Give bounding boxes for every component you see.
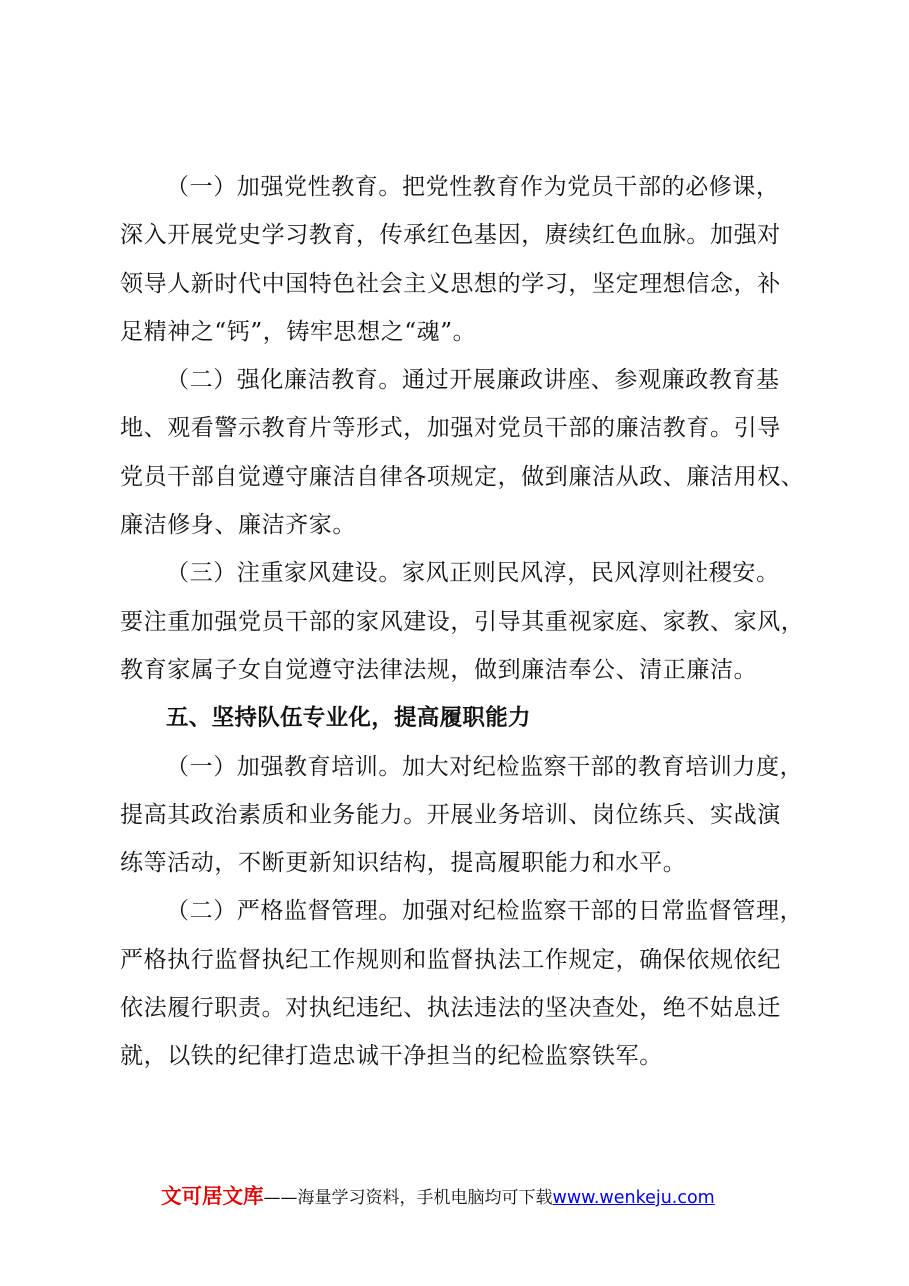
text-line: 就，以铁的纪律打造忠诚干净担当的纪检监察铁军。 — [120, 1043, 663, 1070]
text-line: （二）严格监督管理。加强对纪检监察干部的日常监督管理， — [166, 898, 804, 925]
text-line: （三）注重家风建设。家风正则民风淳，民风淳则社稷安。 — [166, 560, 780, 587]
footer-banner — [161, 1180, 715, 1214]
text-line: 提高其政治素质和业务能力。开展业务培训、岗位练兵、实战演 — [120, 801, 781, 828]
footer-slogan: ——海量学习资料，手机电脑均可下载 — [263, 1188, 553, 1208]
text-line: 廉洁修身、廉洁齐家。 — [120, 512, 356, 539]
text-line: 依法履行职责。对执纪违纪、执法违法的坚决查处，绝不姑息迁 — [120, 995, 781, 1022]
text-line: 练等活动，不断更新知识结构，提高履职能力和水平。 — [120, 850, 687, 877]
text-line: 领导人新时代中国特色社会主义思想的学习，坚定理想信念，补 — [120, 270, 781, 297]
footer-link[interactable]: www.wenkeju.com — [552, 1188, 715, 1208]
text-line: 要注重加强党员干部的家风建设，引导其重视家庭、家教、家风， — [120, 608, 805, 635]
text-line: 地、观看警示教育片等形式，加强对党员干部的廉洁教育。引导 — [120, 415, 781, 442]
text-line: 教育家属子女自觉遵守法律法规，做到廉洁奉公、清正廉洁。 — [120, 656, 758, 683]
footer-brand: 文可居文库 — [161, 1184, 264, 1208]
text-line: 足精神之“钙”，铸牢思想之“魂”。 — [120, 318, 477, 345]
document-body — [120, 163, 805, 1081]
text-line: 党员干部自觉遵守廉洁自律各项规定，做到廉洁从政、廉洁用权、 — [120, 463, 805, 490]
section-heading: 五、坚持队伍专业化，提高履职能力 — [166, 705, 531, 732]
text-line: （一）加强党性教育。把党性教育作为党员干部的必修课， — [166, 174, 780, 200]
text-line: （一）加强教育培训。加大对纪检监察干部的教育培训力度， — [166, 753, 804, 780]
text-line: 深入开展党史学习教育，传承红色基因，赓续红色血脉。加强对 — [120, 222, 781, 249]
text-line: （二）强化廉洁教育。通过开展廉政讲座、参观廉政教育基 — [166, 367, 780, 394]
text-line: 严格执行监督执纪工作规则和监督执法工作规定，确保依规依纪 — [120, 946, 781, 973]
